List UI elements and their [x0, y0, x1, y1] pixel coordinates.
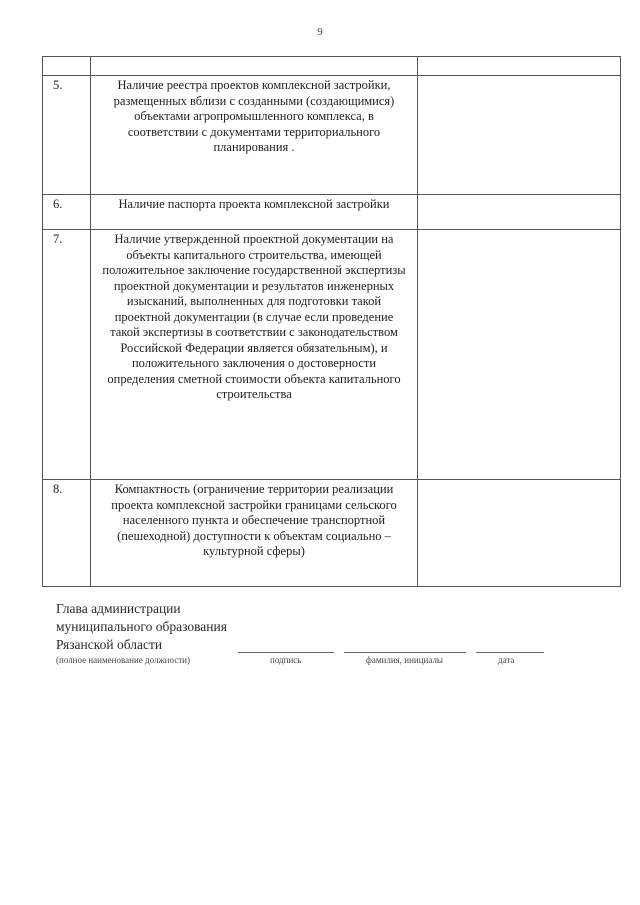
row-number: 7. — [43, 230, 91, 480]
cell-value-blank — [418, 57, 621, 76]
signature-line — [238, 652, 334, 653]
criterion-value — [418, 76, 621, 195]
table-row — [43, 230, 621, 480]
criterion-text: Наличие паспорта проекта комплексной застройки — [91, 195, 418, 230]
signatory-title-line3: Рязанской области — [56, 637, 163, 652]
criterion-text: Наличие реестра проектов комплексной застройки, размещенных вблизи с созданными (создающимися) объектами агропромышленного комплекса, в соответствии с документами территориального планирования . — [91, 76, 418, 195]
criterion-text: Компактность (ограничение территории реализации проекта комплексной застройки границами сельского населенного пункта и обеспечение транспортной (пешеходной) доступности к объектам социально – культурной сферы) — [91, 480, 418, 587]
caption-position: (полное наименование должности) — [56, 655, 190, 665]
criterion-value — [418, 230, 621, 480]
signatory-title-line2: муниципального образования — [56, 619, 227, 634]
name-line — [344, 652, 466, 653]
caption-signature: подпись — [270, 655, 302, 665]
row-number: 8. — [43, 480, 91, 587]
cell-num-blank — [43, 57, 91, 76]
caption-name: фамилия, инициалы — [366, 655, 443, 665]
table-row-header-blank — [43, 57, 621, 76]
table-row — [43, 480, 621, 587]
page-number: 9 — [317, 26, 323, 38]
date-line — [476, 652, 544, 653]
table-row — [43, 76, 621, 195]
criteria-table — [42, 56, 621, 587]
row-number: 6. — [43, 195, 91, 230]
signature-block — [56, 600, 227, 654]
criterion-text: Наличие утвержденной проектной документации на объекты капитального строительства, имеющей положительное заключение государственной экспертизы проектной документации и результатов инженерных изысканий, выполненных для подготовки такой проектной документации (в случае если проведение такой экспертизы в соответствии с законодательством Российской Федерации является обязательным), и положительного заключения о достоверности определения сметной стоимости объекта капитального строительства — [91, 230, 418, 480]
cell-text-blank — [91, 57, 418, 76]
criterion-value — [418, 480, 621, 587]
criterion-value — [418, 195, 621, 230]
caption-date: дата — [498, 655, 515, 665]
row-number: 5. — [43, 76, 91, 195]
table-row — [43, 195, 621, 230]
signatory-title-line1: Глава администрации — [56, 601, 181, 616]
